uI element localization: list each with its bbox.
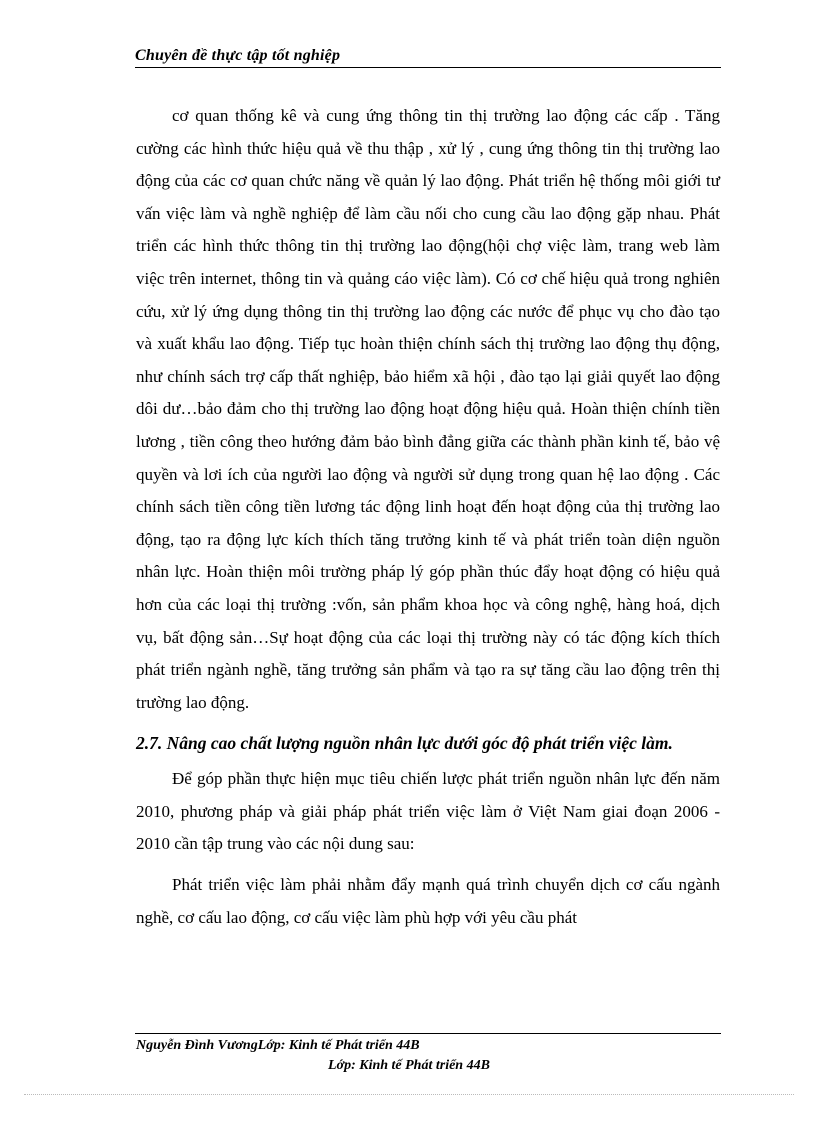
body-paragraph-2: Để góp phần thực hiện mục tiêu chiến lược phát triển nguồn nhân lực đến năm 2010, phương pháp và giải pháp phát triển việc làm ở Việt Nam giai đoạn 2006 - 2010 cần tập trung vào các nội dung sau: bbox=[136, 769, 720, 854]
footer-divider bbox=[135, 1033, 721, 1034]
header-divider bbox=[135, 67, 721, 68]
body-paragraph-1: cơ quan thống kê và cung ứng thông tin thị trường lao động các cấp . Tăng cường các hình thức hiệu quả về thu thập , xử lý , cung ứng thông tin thị trường lao động của các cơ quan chức năng về quản lý lao động. Phát triển hệ thống môi giới tư vấn việc làm và nghề nghiệp để làm cầu nối cho cung cầu lao động gặp nhau. Phát triển các hình thức thông tin thị trường lao động(hội chợ việc làm, trang web làm việc trên internet, thông tin và quảng cáo việc làm). Có cơ chế hiệu quả trong nghiên cứu, xử lý ứng dụng thông tin thị trường lao động các nước để phục vụ cho đào tạo và xuất khẩu lao động. Tiếp tục hoàn thiện chính sách thị trường lao động thụ động, như chính sách trợ cấp thất nghiệp, bảo hiểm xã hội , đào tạo lại giải quyết lao động dôi dư…bảo đảm cho thị trường lao động hoạt động hiệu quả. Hoàn thiện chính tiền lương , tiền công theo hướng đảm bảo bình đẳng giữa các thành phần kinh tế, bảo vệ quyền và lơi ích của người lao động và người sử dụng trong quan hệ lao động . Các chính sách tiền công tiền lương tác động linh hoạt đến hoạt động của thị trường lao động, tạo ra động lực kích thích tăng trưởng kinh tế và phát triển toàn diện nguồn nhân lực. Hoàn thiện môi trường pháp lý góp phần thúc đẩy hoạt động có hiệu quả hơn của các loại thị trường :vốn, sản phẩm khoa học và công nghệ, hàng hoá, dịch vụ, bất động sản…Sự hoạt động của các loại thị trường này có tác động kích thích phát triển ngành nghề, tăng trưởng sản phẩm và tạo ra sự tăng cầu lao động trên thị trường lao động. bbox=[136, 106, 720, 712]
footer-author-line: Nguyễn Đình VươngLớp: Kinh tế Phát triển 44B bbox=[136, 1038, 420, 1053]
section-heading: 2.7. Nâng cao chất lượng nguồn nhân lực dưới góc độ phát triển việc làm. bbox=[136, 733, 673, 754]
page-header-title: Chuyên đề thực tập tốt nghiệp bbox=[135, 47, 341, 64]
page-bottom-border bbox=[24, 1094, 794, 1095]
body-paragraph-3: Phát triển việc làm phải nhằm đẩy mạnh quá trình chuyển dịch cơ cấu ngành nghề, cơ cấu lao động, cơ cấu việc làm phù hợp với yêu cầu phát bbox=[136, 875, 720, 927]
document-body bbox=[136, 100, 720, 934]
footer-class-line: Lớp: Kinh tế Phát triển 44B bbox=[328, 1058, 490, 1073]
